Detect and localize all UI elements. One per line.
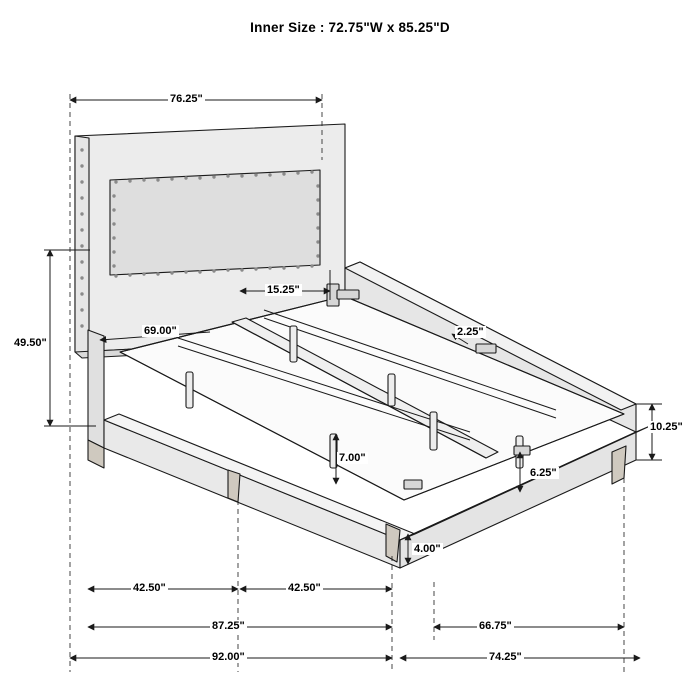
dim-deck-height: 6.25" — [530, 467, 557, 479]
dim-overall-width: 92.00" — [212, 651, 245, 663]
dim-side-rail-thickness: 2.25" — [457, 326, 484, 338]
dim-headboard-width: 76.25" — [170, 93, 203, 105]
dim-right-span: 42.50" — [288, 582, 321, 594]
dim-leg-height: 4.00" — [414, 543, 441, 555]
dim-overall-height: 49.50" — [14, 337, 47, 349]
dim-headboard-inner-width: 69.00" — [144, 325, 177, 337]
dim-left-span: 42.50" — [133, 582, 166, 594]
dim-front-span: 87.25" — [212, 620, 245, 632]
dim-headboard-panel-height: 15.25" — [267, 284, 300, 296]
dim-rail-height: 10.25" — [650, 421, 683, 433]
dim-slat-clearance: 7.00" — [339, 452, 366, 464]
dim-depth-span: 66.75" — [479, 620, 512, 632]
dim-overall-depth: 74.25" — [489, 651, 522, 663]
page-title: Inner Size : 72.75"W x 85.25"D — [250, 20, 450, 35]
bed-illustration — [75, 124, 650, 568]
